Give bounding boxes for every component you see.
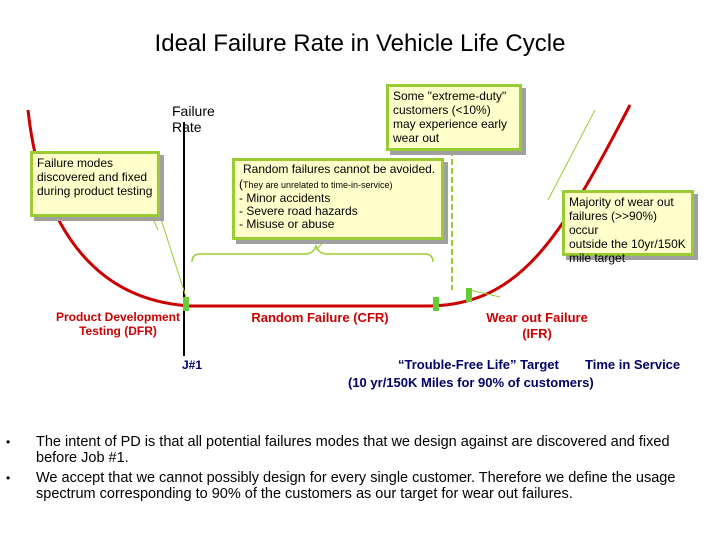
y-axis-label-line2: Rate xyxy=(172,119,202,135)
cfr-label: Random Failure (CFR) xyxy=(251,310,389,325)
failure-modes-callout xyxy=(30,151,160,217)
callout-line: customers (<10%) xyxy=(393,103,491,117)
bullet-list xyxy=(6,434,708,506)
dfr-label-line2: Testing (DFR) xyxy=(79,324,157,338)
random-item: - Misuse or abuse xyxy=(239,217,335,231)
ifr-label xyxy=(472,310,602,342)
callout-line: Failure modes xyxy=(37,156,114,170)
callout-line: mile target xyxy=(569,251,626,265)
target-label-line2: (10 yr/150K Miles for 90% of customers) xyxy=(348,375,594,390)
bullet-dot-icon: • xyxy=(6,471,11,485)
ifr-label-line2: (IFR) xyxy=(522,326,552,341)
callout-line: outside the 10yr/150K xyxy=(569,237,686,251)
bullet-item xyxy=(6,470,708,502)
callout-line: wear out xyxy=(393,131,440,145)
ifr-label-line1: Wear out Failure xyxy=(486,310,588,325)
failure-modes-pointer-2 xyxy=(152,216,158,230)
y-axis-label xyxy=(172,103,215,135)
job1-marker xyxy=(183,297,189,311)
callout-line: discovered and fixed xyxy=(37,170,148,184)
dfr-label-line1: Product Development xyxy=(55,310,181,324)
extreme-duty-callout xyxy=(386,84,522,151)
dfr-label xyxy=(48,310,188,338)
random-subtext xyxy=(239,178,437,192)
target-start-marker xyxy=(433,297,439,311)
random-region-brace xyxy=(192,246,433,262)
random-subtext-body: They are unrelated to time-in-service) xyxy=(243,180,393,190)
random-failures-callout xyxy=(232,158,444,240)
callout-line: during product testing xyxy=(37,184,153,198)
random-item: - Severe road hazards xyxy=(239,204,358,218)
callout-line: may experience early xyxy=(393,117,508,131)
callout-line: failures (>>90%) occur xyxy=(569,209,658,237)
random-heading: Random failures cannot be avoided. xyxy=(243,162,436,176)
y-axis-label-line1: Failure xyxy=(172,103,215,119)
random-item: - Minor accidents xyxy=(239,191,331,205)
failure-modes-pointer xyxy=(160,216,187,300)
majority-pointer xyxy=(548,110,595,200)
bullet-item xyxy=(6,434,708,466)
majority-wearout-callout xyxy=(562,190,694,265)
time-in-service-label: Time in Service xyxy=(585,357,681,372)
random-subtext-prefix: ( xyxy=(239,177,243,191)
job1-label: J#1 xyxy=(182,358,203,372)
page-title: Ideal Failure Rate in Vehicle Life Cycle xyxy=(154,30,566,57)
callout-line: Majority of wear out xyxy=(569,195,674,209)
callout-line: Some "extreme-duty" xyxy=(393,89,507,103)
bullet-dot-icon: • xyxy=(6,435,11,449)
target-label-line1: “Trouble-Free Life” Target xyxy=(398,357,559,372)
bullet-text: We accept that we cannot possibly design for every single customer. Therefore we define the usage spectrum corresponding to 90% of the customers as our target for wear out failures. xyxy=(36,470,676,502)
bullet-text: The intent of PD is that all potential failures modes that we design against are discovered and fixed before Job #1. xyxy=(36,434,670,466)
